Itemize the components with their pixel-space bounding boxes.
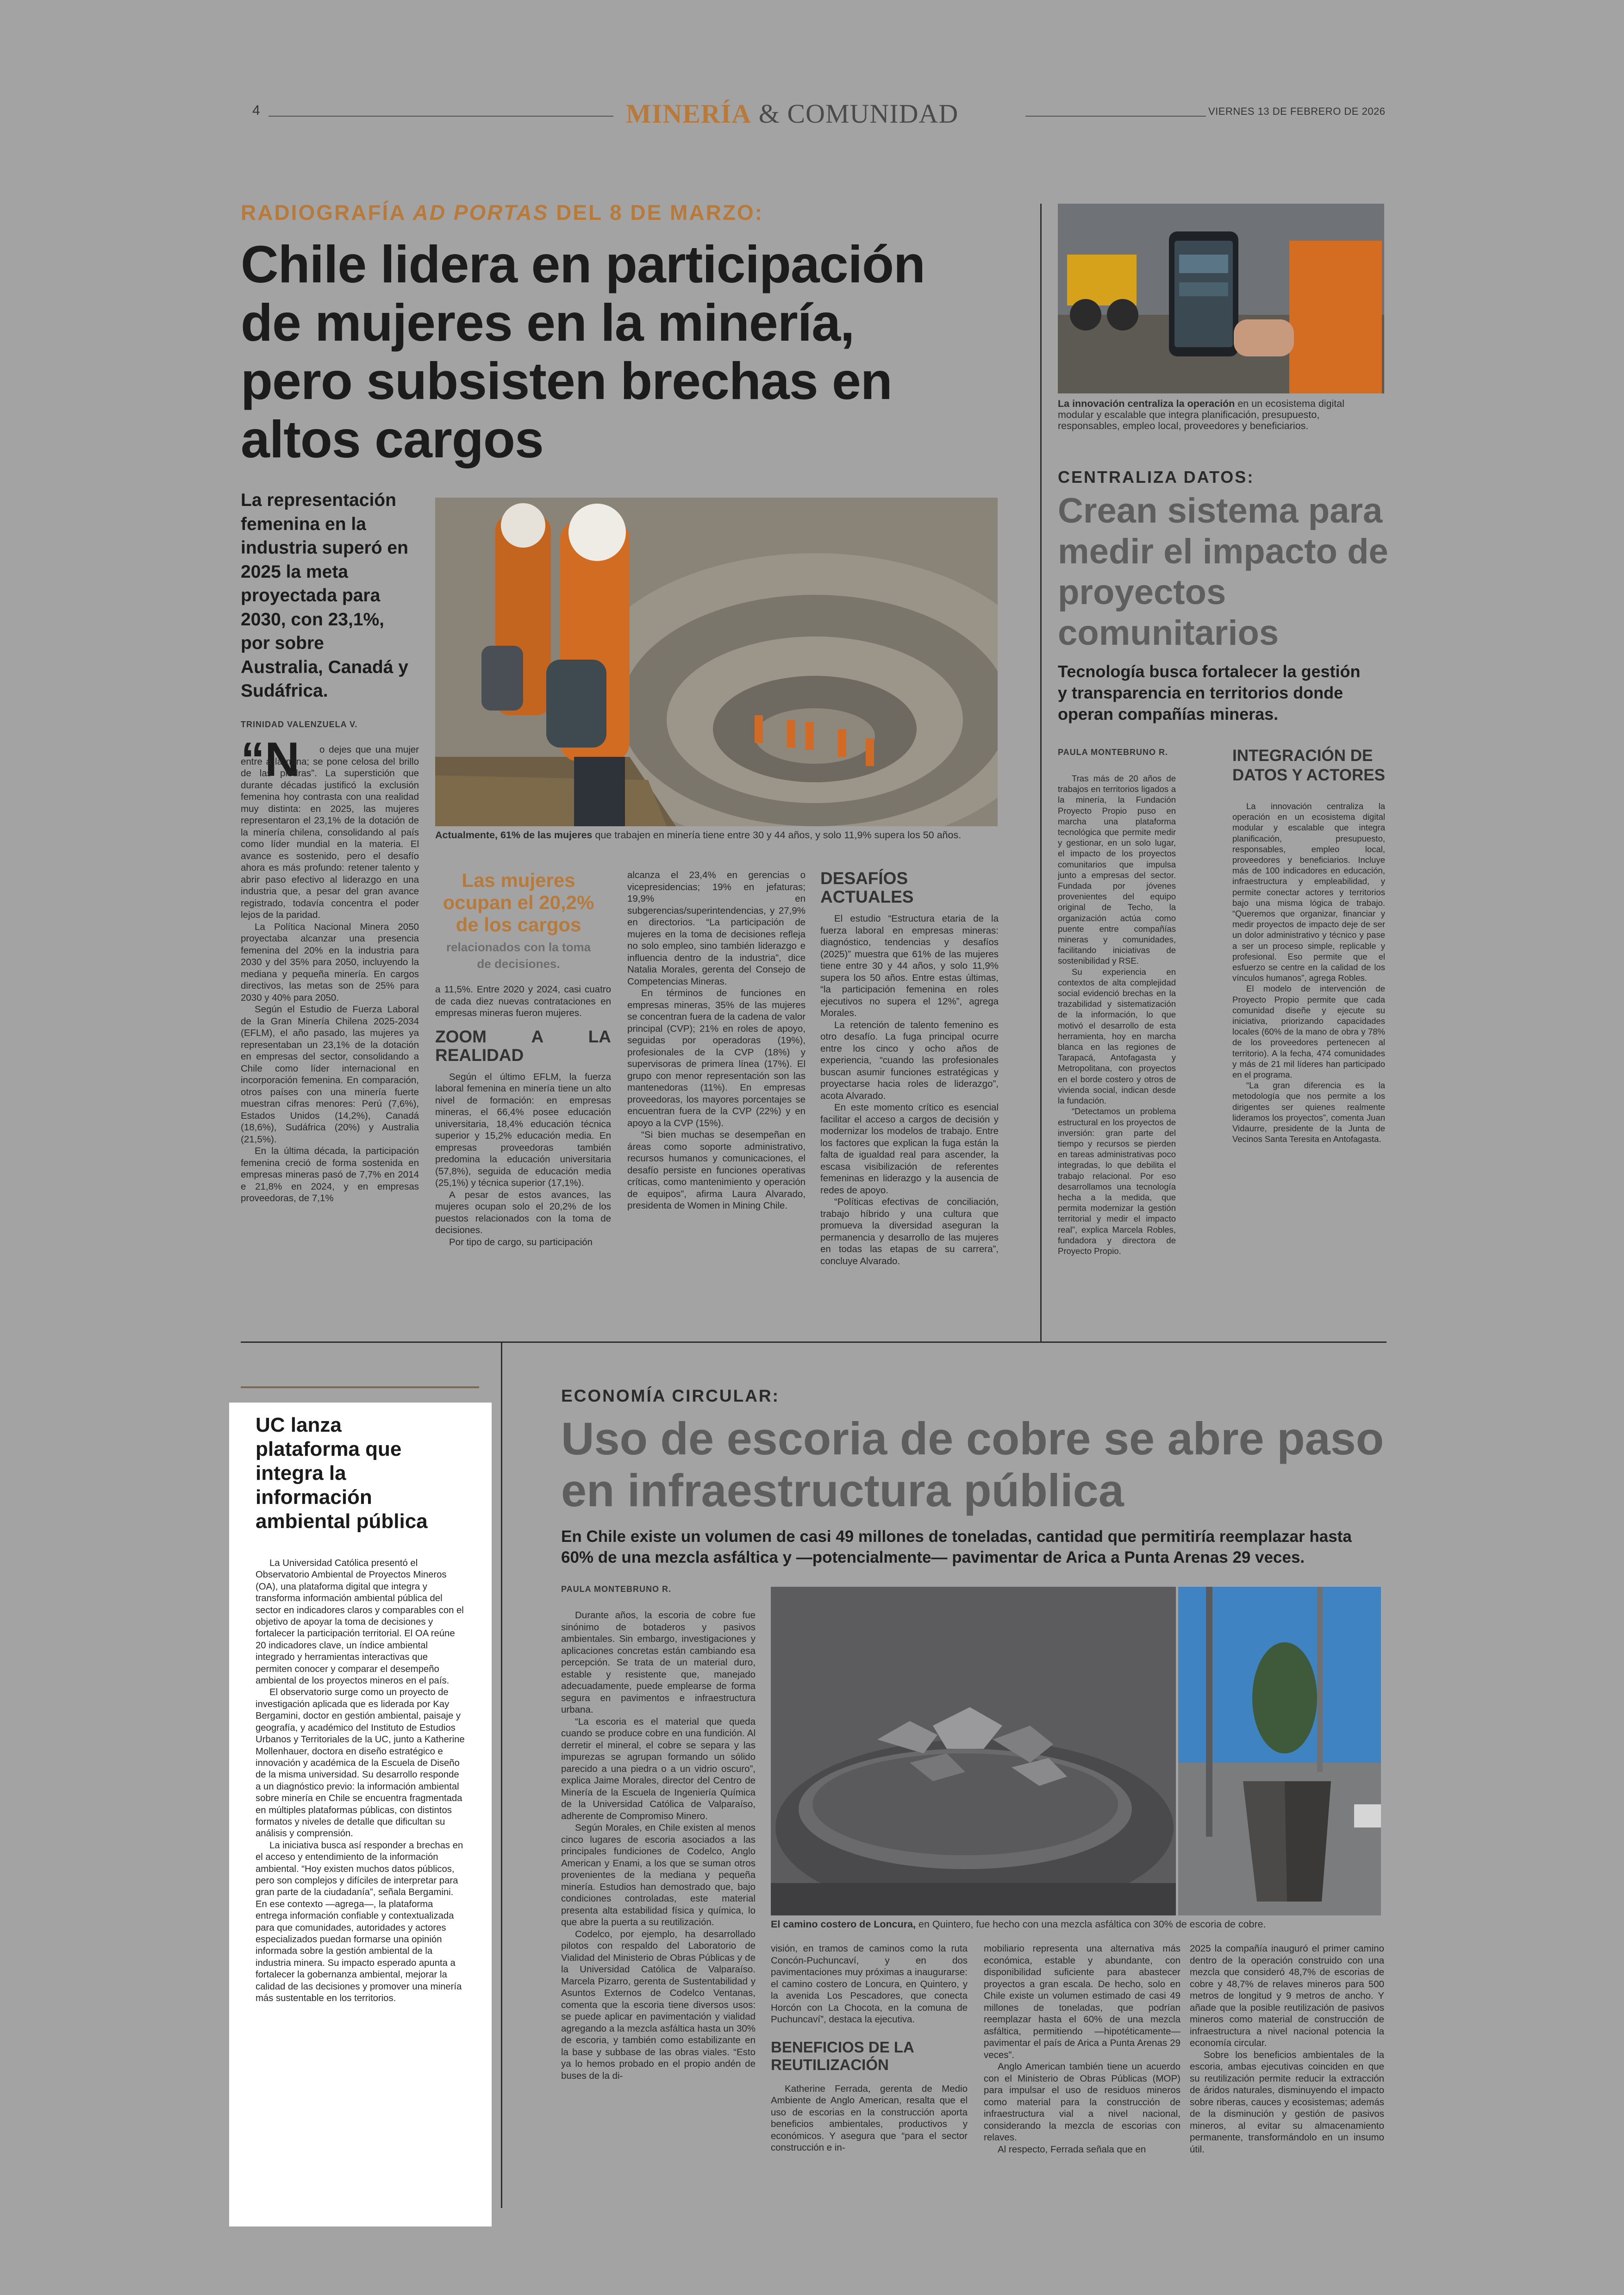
paragraph: La innovación centraliza la operación en un ecosistema digital modular y escalable que integra planificación, presupuesto, responsables, empleo local, proveedores y beneficiarios. Incluye más de 100 indicadores en educación, infraestructura y empleabilidad, y permite conectar actores y territorios bajo una misma lógica de trabajo. “Queremos que organizar, financiar y medir proyectos de impacto deje de ser un dolor administrativo y técnico y pase a ser un proceso simple, replicable y profesional. Eso permite que el esfuerzo se centre en la calidad de los vínculos humanos”, agrega Robles.	[1232, 801, 1385, 983]
paragraph: La Universidad Católica presentó el Observatorio Ambiental de Proyectos Mineros (OA), una plataforma digital que integra y transforma información ambiental pública del sector en indicadores claros y comparables con el objetivo de apoyar la toma de decisiones y fortalecer la participación territorial. El OA reúne 20 indicadores clave, un índice ambiental integrado y herramientas interactivas que permiten conocer y comparar el desempeño ambiental de los proyectos mineros en el país.	[256, 1558, 464, 1686]
paragraph: mobiliario representa una alternativa más económica, estable y abundante, con disponibilidad suficiente para abastecer proyectos a gran escala. De hecho, solo en Chile existe un volumen estimado de casi 49 millones de toneladas, que podrían reemplazar hasta el 60% de una mezcla asfáltica, permitiendo —hipotéticamente— pavimentar el país de Arica a Punta Arenas 29 veces”.	[984, 1943, 1181, 2060]
drop-cap: “N	[241, 733, 300, 786]
subhead-zoom: ZOOM A LA REALIDAD	[435, 1027, 611, 1065]
paragraph: El observatorio surge como un proyecto de investigación aplicada que es liderada por Kay Bergamini, doctor en gestión ambiental, paisaje y geografía, y académico del Instituto de Estudios Urbanos y Territoriales de la UC, junto a Katherine Mollenhauer, doctora en diseño estratégico e innovación y académica de la Escuela de Diseño de la misma universidad. Su desarrollo responde a un diagnóstico previo: la información ambiental sobre minería en Chile se encuentra fragmentada en múltiples plataformas públicas, con distintos formatos y niveles de detalle que dificultan su análisis y comprensión.	[256, 1687, 465, 1839]
right-deck: Tecnología busca fortalecer la gestión y transparencia en territorios donde operan compañías mineras.	[1058, 662, 1361, 723]
section-title-part1: MINERÍA	[626, 99, 752, 129]
subhead-beneficios: BENEFICIOS DE LA REUTILIZACIÓN	[771, 2038, 914, 2073]
bottom-photo-caption: El camino costero de Loncura, en Quintero, fue hecho con una mezcla asfáltica con 30% de escoria de cobre.	[771, 1919, 1266, 1930]
column-divider	[1040, 204, 1042, 1342]
paragraph: El modelo de intervención de Proyecto Propio permite que cada comunidad diseñe y ejecute su iniciativa, priorizando capacidades locales (60% de la mano de obra y 78% de los proveedores pertenecen al territorio). A la fecha, 474 comunidades y más de 21 mil líderes han participado en el programa.	[1232, 984, 1385, 1080]
bottom-headline: Uso de escoria de cobre se abre paso en infraestructura pública	[561, 1413, 1384, 1516]
paragraph: La retención de talento femenino es otro desafío. La fuga principal ocurre entre los cinco y ocho años de experiencia, “cuando las profesionales buscan asumir funciones estratégicas y proyectarse hacia roles de liderazgo”, acota Alvarado.	[820, 1019, 999, 1101]
tablet-construction-photo	[1058, 204, 1384, 393]
paragraph: Según el último EFLM, la fuerza laboral femenina en minería tiene un alto nivel de formación: en empresas mineras, el 66,4% posee educación universitaria, 18,4% educación técnica superior y 15,2% educación media. En empresas proveedoras también predomina la educación universitaria (57,8%), seguida de educación media (25,1%) y técnica superior (17,1%).	[435, 1071, 611, 1188]
paragraph: El estudio “Estructura etaria de la fuerza laboral en empresas mineras: diagnóstico, tendencias y desafíos (2025)” muestra que 61% de las mujeres tiene entre 30 y 44 años, y solo 11,9% supera los 50 años. Entre estas últimas, “la participación femenina en roles ejecutivos no supera el 12%”, agrega Morales.	[820, 913, 999, 1018]
header-rule-right	[1025, 116, 1206, 117]
paragraph: Codelco, por ejemplo, ha desarrollado pilotos con respaldo del Laboratorio de Vialidad del Ministerio de Obras Públicas y de la Universidad Católica de Valparaíso. Marcela Pizarro, gerenta de Sustentabilidad y Asuntos Externos de Codelco Ventanas, comenta que la escoria tiene diversos usos: se puede aplicar en pavimentación y vialidad agregando a la mezcla asfáltica hasta un 30% de escoria, y también como estabilizante en la base y subbase de las obras viales. “Esto ya lo hemos probado en el propio andén de buses de la di-	[561, 1928, 756, 2081]
main-kicker: RADIOGRAFÍA AD PORTAS DEL 8 DE MARZO:	[241, 200, 764, 225]
paragraph: visión, en tramos de caminos como la ruta Concón-Puchuncaví, y en dos pavimentaciones muy próximas a inaugurarse: el camino costero de Loncura, en Quintero, y la avenida Los Pescadores, que conecta Horcón con La Chocota, en la comuna de Puchuncaví”, destaca la ejecutiva.	[771, 1943, 968, 2025]
main-headline: Chile lidera en participación de mujeres en la minería, pero subsisten brechas en altos cargos	[241, 235, 925, 468]
sidebar-divider	[501, 1342, 502, 2208]
sidebar-headline: UC lanza plataforma que integra la información ambiental pública	[256, 1414, 428, 1533]
paragraph: En términos de funciones en empresas mineras, 35% de las mujeres se concentran fuera de la cadena de valor principal (CVP); 21% en roles de apoyo, seguidas por operadoras (19%), profesionales de la CVP (18%) y supervisoras de primera línea (17%). El grupo con menor representación son las mantenedoras (11%). En empresas proveedoras, los mayores porcentajes se encuentran fuera de la CVP (22%) y en apoyo a la CVP (15%).	[627, 988, 806, 1129]
paragraph: A pesar de estos avances, las mujeres ocupan solo el 20,2% de los puestos relacionados con la toma de decisiones.	[435, 1189, 611, 1235]
bottom-col-3	[984, 1943, 1181, 2155]
bottom-col-4	[1190, 1943, 1384, 2155]
section-title-part2: & COMUNIDAD	[758, 99, 959, 129]
paragraph: Según el Estudio de Fuerza Laboral de la Gran Minería Chilena 2025-2034 (EFLM), el año pasado, las mujeres ya representaban un 23,1% de la dotación en empresas del sector, consolidando a Chile como líder internacional en incorporación femenina. En comparación, otros países con una minería fuerte muestran cifras menores: Perú (7,6%), Estados Unidos (14,2%), Canadá (18,6%), Sudáfrica (20%) y Australia (21,5%).	[241, 1004, 419, 1145]
paragraph: En la última década, la participación femenina creció de forma sostenida en empresas mineras pasó de 7,7% en 2014 e 21,8% en 2024, y en empresas proveedoras, de 7,1%	[241, 1146, 419, 1204]
right-headline: Crean sistema para medir el impacto de proyectos comunitarios	[1058, 491, 1388, 653]
main-col-2	[435, 984, 611, 1248]
pull-quote: Las mujeres ocupan el 20,2% de los cargos relacionados con la toma de decisiones.	[443, 869, 594, 971]
paragraph: Durante años, la escoria de cobre fue sinónimo de botaderos y pasivos ambientales. Sin embargo, investigaciones y aplicaciones concretas están cambiando esa percepción. Se trata de un material duro, estable y resistente que, manejado adecuadamente, puede emplearse de forma segura en pavimentos e infraestructura urbana.	[561, 1610, 756, 1715]
mine-workers-photo	[435, 498, 998, 826]
subhead-desafios: DESAFÍOS ACTUALES	[820, 869, 914, 906]
page-number: 4	[252, 103, 260, 118]
main-col-4	[820, 869, 999, 1267]
paragraph: Según Morales, en Chile existen al menos cinco lugares de escoria asociados a las principales fundiciones de Codelco, Anglo American y Enami, a los que se suman otros provenientes de la mediana y pequeña minería. Estudios han demostrado que, bajo condiciones controladas, este material presenta alta estabilidad física y química, lo que abre la puerta a su reutilización.	[561, 1822, 756, 1927]
paragraph: “Si bien muchas se desempeñan en áreas como soporte administrativo, recursos humanos y comunicaciones, el desafío persiste en funciones operativas críticas, como mantenimiento y operación de equipos”, afirma Laura Alvarado, presidenta de Women in Mining Chile.	[627, 1129, 806, 1211]
paragraph: Katherine Ferrada, gerenta de Medio Ambiente de Anglo American, resalta que el uso de escorias en la construcción aporta beneficios ambientales, productivos y económicos. Y asegura que “para el sector construcción e in-	[771, 2083, 968, 2153]
paragraph: a 11,5%. Entre 2020 y 2024, casi cuatro de cada diez nuevas contrataciones en empresas mineras fueron mujeres.	[435, 984, 611, 1018]
bottom-byline: PAULA MONTEBRUNO R.	[561, 1584, 671, 1594]
sidebar-top-rule	[241, 1386, 479, 1388]
paragraph: “La gran diferencia es la metodología que nos permite a los dirigentes ser quienes realmente lideramos los proyectos”, comenta Juan Vidaurre, presidente de la Junta de Vecinos Santa Teresita en Antofagasta.	[1232, 1080, 1385, 1144]
sidebar-body	[256, 1558, 466, 2004]
section-divider	[241, 1341, 1387, 1343]
main-photo-caption: Actualmente, 61% de las mujeres que trabajen en minería tiene entre 30 y 44 años, y solo 11,9% supera los 50 años.	[435, 829, 962, 841]
paragraph: Su experiencia en contextos de alta complejidad social evidenció brechas en la trazabilidad y sistematización de la información, lo que motivó el desarrollo de esta herramienta, hoy en marcha blanca en las regiones de Tarapacá, Antofagasta y Metropolitana, con proyectos en el borde costero y otros de vivienda social, indican desde la fundación.	[1058, 967, 1176, 1106]
paragraph: Por tipo de cargo, su participación	[449, 1236, 593, 1247]
main-col-3	[627, 869, 806, 1212]
right-byline: PAULA MONTEBRUNO R.	[1058, 748, 1168, 757]
paragraph: Anglo American también tiene un acuerdo con el Ministerio de Obras Públicas (MOP) para impulsar el uso de residuos mineros como material para la construcción de infraestructura vial a nivel nacional, considerando la mezcla de escorias con relaves.	[984, 2061, 1181, 2143]
right-kicker: CENTRALIZA DATOS:	[1058, 468, 1255, 486]
paragraph: “La escoria es el material que queda cuando se produce cobre en una fundición. Al derretir el mineral, el cobre se separa y las impurezas se agrupan formando un sólido parecido a una piedra o a un vidrio oscuro”, explica Jaime Morales, director del Centro de Minería de la Escuela de Ingeniería Química de la Universidad Católica de Valparaíso, adherente de Compromiso Minero.	[561, 1716, 756, 1821]
paragraph: La iniciativa busca así responder a brechas en el acceso y entendimiento de la información ambiental. “Hoy existen muchos datos públicos, pero son complejos y difíciles de interpretar para gran parte de la ciudadanía”, señala Bergamini. En ese contexto —agrega—, la plataforma entrega información confiable y contextualizada para que comunidades, autoridades y actores especializados puedan formarse una opinión informada sobre la gestión ambiental de la industria minera. Su impacto esperado apunta a fortalecer la gobernanza ambiental, mejorar la calidad de las decisiones y promover una minería más sustentable en los territorios.	[256, 1840, 463, 2004]
main-deck: La representación femenina en la industria superó en 2025 la meta proyectada para 2030, con 23,1%, por sobre Australia, Canadá y Sudáfrica.	[241, 490, 408, 701]
header-date: VIERNES 13 DE FEBRERO DE 2026	[1208, 106, 1386, 117]
paragraph: Tras más de 20 años de trabajos en territorios ligados a la minería, la Fundación Proyecto Propio puso en marcha una plataforma tecnológica que permite medir y gestionar, en un solo lugar, el impacto de los proyectos comunitarios que impulsa junto a empresas del sector. Fundada por jóvenes provenientes del equipo original de Techo, la organización actúa como puente entre compañías mineras y comunidades, facilitando iniciativas de sostenibilidad y RSE.	[1058, 773, 1176, 966]
bottom-deck: En Chile existe un volumen de casi 49 millones de toneladas, cantidad que permitiría reemplazar hasta 60% de una mezcla asfáltica y —potencialmente— pavimentar de Arica a Punta Arenas 29 veces.	[561, 1528, 1352, 1566]
main-col-1	[241, 744, 419, 1204]
paragraph: En este momento crítico es esencial facilitar el acceso a cargos de decisión y modernizar los modelos de trabajo. Entre los factores que explican la fuga están la falta de igualdad real para ascender, la escasa visibilización de referentes femeninas en liderazgo y la ausencia de redes de apoyo.	[820, 1102, 999, 1196]
bottom-col-1	[561, 1609, 756, 2082]
main-byline: TRINIDAD VALENZUELA V.	[241, 720, 358, 729]
paragraph: “Detectamos un problema estructural en los proyectos de inversión: gran parte del tiempo y recursos se pierden en tareas administrativas poco integradas, lo que debilita el trabajo relacional. Por eso desarrollamos una tecnología hecha a la medida, que permita modernizar la gestión territorial y medir el impacto real”, explica Marcela Robles, fundadora y directora de Proyecto Propio.	[1058, 1106, 1176, 1256]
right-subhead: INTEGRACIÓN DE DATOS Y ACTORES	[1232, 747, 1385, 784]
paragraph: “Políticas efectivas de conciliación, trabajo híbrido y una cultura que promueva la diversidad aseguran la permanencia y desarrollo de las mujeres en todas las etapas de su carrera”, concluye Alvarado.	[820, 1197, 999, 1266]
right-photo-caption: La innovación centraliza la operación en un ecosistema digital modular y escalable que integra planificación, presupuesto, responsables, empleo local, proveedores y beneficiarios.	[1058, 398, 1344, 431]
bottom-kicker: ECONOMÍA CIRCULAR:	[561, 1386, 780, 1405]
paragraph: 2025 la compañía inauguró el primer camino dentro de la operación construido con una mezcla que consideró 48,7% de escorias de cobre y 48,7% de relaves mineros para 500 metros de longitud y 9 metros de ancho. Y añade que la posible reutilización de pasivos mineros como material de construcción de infraestructura a nivel nacional potencia la economía circular.	[1190, 1943, 1384, 2048]
paragraph: alcanza el 23,4% en gerencias o vicepresidencias; 19% en jefaturas; 19,9% en subgerencias/superintendencias, y 27,9% en directorios. “La participación de mujeres en la toma de decisiones refleja no solo empleo, sino también liderazgo e influencia dentro de la industria”, dice Natalia Morales, gerenta del Consejo de Competencias Mineras.	[627, 870, 806, 987]
paragraph: o dejes que una mujer entre a la mina; se pone celosa del brillo de las piedras”. La superstición que durante décadas justificó la exclusión femenina hoy contrasta con una realidad muy distinta: en 2025, las mujeres representaron el 23,1% de la dotación de la minería chilena, consolidando al país como líder mundial en la materia. El avance es sostenido, pero el desafío ahora es más profundo: retener talento y abrir paso efectivo al liderazgo en una industria que, a pesar del gran avance registrado, todavía concentra el poder lejos de la paridad.	[241, 744, 419, 920]
paragraph: Sobre los beneficios ambientales de la escoria, ambas ejecutivas coinciden en que su reutilización permite reducir la extracción de áridos naturales, disminuyendo el impacto sobre riberas, cauces y ecosistemas; además de la disminución y gestión de pasivos mineros, al evitar su almacenamiento permanente, transformándolo en un insumo útil.	[1190, 2049, 1384, 2155]
paragraph: Al respecto, Ferrada señala que en	[998, 2144, 1146, 2155]
copper-slag-photo	[771, 1587, 1176, 1915]
paragraph: La Política Nacional Minera 2050 proyectaba alcanzar una presencia femenina del 20% en la industria para 2030 y del 35% para 2050, incluyendo la mediana y pequeña minería. En cargos directivos, las metas son de 25% para 2030 y 40% para 2050.	[241, 921, 419, 1003]
section-title	[626, 98, 958, 129]
header-rule-left	[269, 116, 613, 117]
bottom-col-2	[771, 1943, 968, 2154]
planter-photo	[1178, 1587, 1381, 1915]
right-col-b	[1232, 801, 1385, 1145]
right-col-a	[1058, 773, 1176, 1256]
